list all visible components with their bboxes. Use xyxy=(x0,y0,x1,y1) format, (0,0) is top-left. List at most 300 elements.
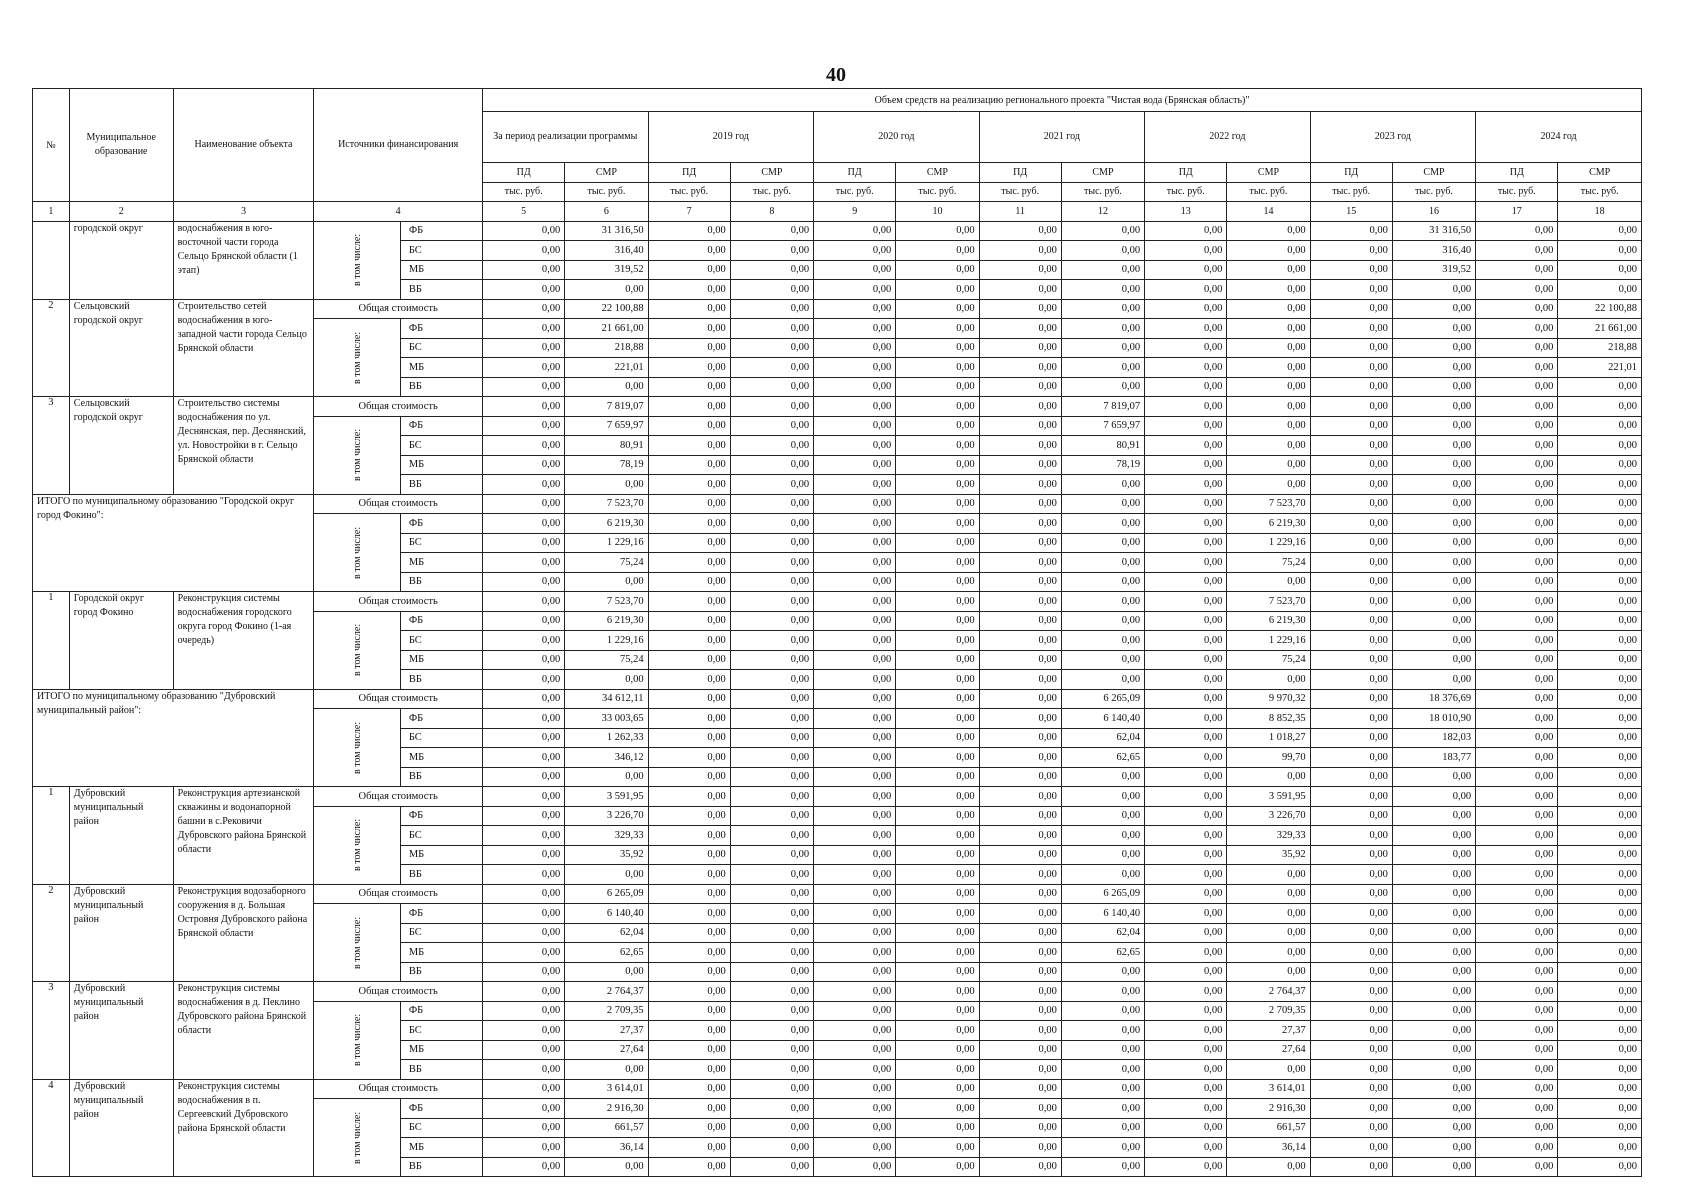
value-cell: 0,00 xyxy=(1145,806,1227,826)
value-cell: 0,00 xyxy=(896,1021,979,1041)
value-cell: 0,00 xyxy=(979,962,1061,982)
value-cell: 0,00 xyxy=(1558,1001,1642,1021)
value-cell: 0,00 xyxy=(1476,767,1558,787)
table-row xyxy=(33,494,1642,514)
value-cell: 0,00 xyxy=(1476,923,1558,943)
value-cell: 0,00 xyxy=(1476,241,1558,261)
value-cell: 0,00 xyxy=(1476,1060,1558,1080)
header-period: 2021 год xyxy=(979,112,1145,163)
fund-source-label: МБ xyxy=(400,553,482,573)
fund-source-label: ФБ xyxy=(400,416,482,436)
value-cell: 0,00 xyxy=(1392,1157,1475,1177)
value-cell: 0,00 xyxy=(1476,358,1558,378)
header-num: № xyxy=(33,89,70,202)
fund-source-label: ВБ xyxy=(400,865,482,885)
itogo-title: ИТОГО по муниципальному образованию "Дубровский муниципальный район": xyxy=(33,689,314,787)
value-cell: 319,52 xyxy=(565,260,648,280)
fund-source-label: МБ xyxy=(400,358,482,378)
value-cell: 0,00 xyxy=(648,494,730,514)
table-row xyxy=(33,982,1642,1002)
value-cell: 0,00 xyxy=(483,241,565,261)
value-cell: 0,00 xyxy=(1310,397,1392,417)
value-cell: 0,00 xyxy=(979,319,1061,339)
value-cell: 6 219,30 xyxy=(565,611,648,631)
value-cell: 0,00 xyxy=(730,533,813,553)
value-cell: 0,00 xyxy=(1392,1099,1475,1119)
value-cell: 0,00 xyxy=(1476,689,1558,709)
value-cell: 0,00 xyxy=(896,787,979,807)
value-cell: 0,00 xyxy=(1310,455,1392,475)
value-cell: 0,00 xyxy=(1310,748,1392,768)
header-column-number: 16 xyxy=(1392,202,1475,222)
value-cell: 0,00 xyxy=(1476,806,1558,826)
value-cell: 0,00 xyxy=(1310,280,1392,300)
value-cell: 0,00 xyxy=(896,748,979,768)
municipality-name: Городской округ город Фокино xyxy=(69,592,173,690)
value-cell: 0,00 xyxy=(648,787,730,807)
value-cell: 62,65 xyxy=(565,943,648,963)
value-cell: 0,00 xyxy=(814,1060,896,1080)
table-row xyxy=(33,884,1642,904)
value-cell: 0,00 xyxy=(1392,904,1475,924)
object-name: Реконструкция артезианской скважины и водонапорной башни в с.Рековичи Дубровского района Брянской области xyxy=(173,787,314,885)
value-cell: 99,70 xyxy=(1227,748,1310,768)
value-cell: 0,00 xyxy=(814,650,896,670)
value-cell: 0,00 xyxy=(648,533,730,553)
value-cell: 0,00 xyxy=(483,1099,565,1119)
value-cell: 0,00 xyxy=(1310,1001,1392,1021)
value-cell: 8 852,35 xyxy=(1227,709,1310,729)
value-cell: 0,00 xyxy=(896,709,979,729)
value-cell: 0,00 xyxy=(1392,806,1475,826)
value-cell: 0,00 xyxy=(814,436,896,456)
value-cell: 75,24 xyxy=(565,553,648,573)
value-cell: 0,00 xyxy=(648,904,730,924)
value-cell: 0,00 xyxy=(730,806,813,826)
value-cell: 0,00 xyxy=(1392,962,1475,982)
header-smr: СМР xyxy=(1061,163,1144,183)
value-cell: 0,00 xyxy=(814,787,896,807)
value-cell: 0,00 xyxy=(896,806,979,826)
value-cell: 62,65 xyxy=(1061,748,1144,768)
value-cell: 21 661,00 xyxy=(565,319,648,339)
value-cell: 0,00 xyxy=(648,709,730,729)
value-cell: 0,00 xyxy=(979,1079,1061,1099)
value-cell: 0,00 xyxy=(1310,689,1392,709)
value-cell: 0,00 xyxy=(814,1118,896,1138)
value-cell: 0,00 xyxy=(1061,1079,1144,1099)
header-column-number: 5 xyxy=(483,202,565,222)
value-cell: 0,00 xyxy=(1061,260,1144,280)
value-cell: 0,00 xyxy=(896,377,979,397)
value-cell: 0,00 xyxy=(483,1079,565,1099)
value-cell: 27,64 xyxy=(565,1040,648,1060)
value-cell: 0,00 xyxy=(814,670,896,690)
value-cell: 0,00 xyxy=(1310,650,1392,670)
fund-source-label: ВБ xyxy=(400,377,482,397)
value-cell: 0,00 xyxy=(896,826,979,846)
value-cell: 0,00 xyxy=(483,982,565,1002)
value-cell: 0,00 xyxy=(979,533,1061,553)
value-cell: 0,00 xyxy=(730,241,813,261)
value-cell: 0,00 xyxy=(1061,358,1144,378)
header-unit: тыс. руб. xyxy=(979,182,1061,202)
value-cell: 0,00 xyxy=(1061,826,1144,846)
fund-source-label: ФБ xyxy=(400,1001,482,1021)
value-cell: 0,00 xyxy=(814,514,896,534)
value-cell: 0,00 xyxy=(1476,260,1558,280)
value-cell: 0,00 xyxy=(648,221,730,241)
value-cell: 0,00 xyxy=(1392,826,1475,846)
value-cell: 0,00 xyxy=(565,962,648,982)
value-cell: 0,00 xyxy=(1061,1060,1144,1080)
value-cell: 1 229,16 xyxy=(1227,533,1310,553)
value-cell: 0,00 xyxy=(483,787,565,807)
header-smr: СМР xyxy=(1558,163,1642,183)
value-cell: 0,00 xyxy=(1310,767,1392,787)
value-cell: 0,00 xyxy=(1558,904,1642,924)
value-cell: 0,00 xyxy=(565,767,648,787)
value-cell: 0,00 xyxy=(565,280,648,300)
value-cell: 0,00 xyxy=(814,299,896,319)
value-cell: 0,00 xyxy=(979,1118,1061,1138)
value-cell: 0,00 xyxy=(1145,358,1227,378)
value-cell: 0,00 xyxy=(1476,865,1558,885)
row-number xyxy=(33,221,70,299)
value-cell: 0,00 xyxy=(730,611,813,631)
value-cell: 0,00 xyxy=(1061,1118,1144,1138)
value-cell: 0,00 xyxy=(896,416,979,436)
value-cell: 0,00 xyxy=(648,319,730,339)
value-cell: 0,00 xyxy=(1310,884,1392,904)
value-cell: 0,00 xyxy=(483,572,565,592)
value-cell: 0,00 xyxy=(814,494,896,514)
municipality-name: Сельцовский городской округ xyxy=(69,397,173,495)
header-column-number: 14 xyxy=(1227,202,1310,222)
value-cell: 0,00 xyxy=(730,631,813,651)
value-cell: 0,00 xyxy=(483,1001,565,1021)
itogo-title: ИТОГО по муниципальному образованию "Городской округ город Фокино": xyxy=(33,494,314,592)
value-cell: 0,00 xyxy=(1558,962,1642,982)
value-cell: 0,00 xyxy=(730,689,813,709)
value-cell: 0,00 xyxy=(896,1060,979,1080)
value-cell: 0,00 xyxy=(483,748,565,768)
value-cell: 0,00 xyxy=(483,494,565,514)
value-cell: 0,00 xyxy=(1227,884,1310,904)
value-cell: 0,00 xyxy=(1558,1157,1642,1177)
value-cell: 7 523,70 xyxy=(1227,494,1310,514)
value-cell: 0,00 xyxy=(648,1138,730,1158)
table-row xyxy=(33,397,1642,417)
value-cell: 3 591,95 xyxy=(1227,787,1310,807)
value-cell: 0,00 xyxy=(1476,1157,1558,1177)
value-cell: 0,00 xyxy=(1392,1001,1475,1021)
value-cell: 0,00 xyxy=(483,319,565,339)
fund-source-label: МБ xyxy=(400,845,482,865)
value-cell: 0,00 xyxy=(1392,923,1475,943)
value-cell: 0,00 xyxy=(1310,377,1392,397)
value-cell: 0,00 xyxy=(1145,221,1227,241)
value-cell: 0,00 xyxy=(979,221,1061,241)
value-cell: 0,00 xyxy=(1476,1001,1558,1021)
value-cell: 0,00 xyxy=(730,416,813,436)
value-cell: 0,00 xyxy=(1310,494,1392,514)
value-cell: 0,00 xyxy=(979,728,1061,748)
value-cell: 0,00 xyxy=(1558,436,1642,456)
value-cell: 21 661,00 xyxy=(1558,319,1642,339)
row-number: 4 xyxy=(33,1079,70,1177)
value-cell: 0,00 xyxy=(483,553,565,573)
value-cell: 6 265,09 xyxy=(1061,884,1144,904)
value-cell: 36,14 xyxy=(565,1138,648,1158)
total-cost-label: Общая стоимость xyxy=(314,884,483,904)
value-cell: 0,00 xyxy=(730,962,813,982)
value-cell: 62,04 xyxy=(1061,923,1144,943)
fund-source-label: ФБ xyxy=(400,904,482,924)
value-cell: 0,00 xyxy=(1476,280,1558,300)
value-cell: 0,00 xyxy=(1558,650,1642,670)
value-cell: 0,00 xyxy=(648,650,730,670)
value-cell: 7 523,70 xyxy=(565,592,648,612)
value-cell: 0,00 xyxy=(648,260,730,280)
value-cell: 0,00 xyxy=(896,319,979,339)
value-cell: 0,00 xyxy=(730,553,813,573)
value-cell: 0,00 xyxy=(1558,514,1642,534)
fund-source-label: БС xyxy=(400,533,482,553)
value-cell: 0,00 xyxy=(1061,1040,1144,1060)
value-cell: 0,00 xyxy=(814,221,896,241)
value-cell: 0,00 xyxy=(1558,241,1642,261)
value-cell: 0,00 xyxy=(1061,377,1144,397)
value-cell: 0,00 xyxy=(814,631,896,651)
value-cell: 661,57 xyxy=(565,1118,648,1138)
value-cell: 0,00 xyxy=(1310,1079,1392,1099)
value-cell: 0,00 xyxy=(483,1040,565,1060)
header-smr: СМР xyxy=(730,163,813,183)
value-cell: 0,00 xyxy=(1145,650,1227,670)
fund-source-label: МБ xyxy=(400,650,482,670)
header-unit: тыс. руб. xyxy=(730,182,813,202)
value-cell: 27,64 xyxy=(1227,1040,1310,1060)
value-cell: 0,00 xyxy=(1145,982,1227,1002)
value-cell: 221,01 xyxy=(565,358,648,378)
value-cell: 0,00 xyxy=(1061,553,1144,573)
value-cell: 0,00 xyxy=(1061,806,1144,826)
value-cell: 0,00 xyxy=(1558,611,1642,631)
value-cell: 0,00 xyxy=(896,1040,979,1060)
header-column-number: 18 xyxy=(1558,202,1642,222)
value-cell: 0,00 xyxy=(1227,923,1310,943)
value-cell: 1 229,16 xyxy=(565,631,648,651)
value-cell: 3 591,95 xyxy=(565,787,648,807)
value-cell: 0,00 xyxy=(979,1040,1061,1060)
value-cell: 0,00 xyxy=(1310,514,1392,534)
value-cell: 0,00 xyxy=(1392,358,1475,378)
value-cell: 0,00 xyxy=(896,1157,979,1177)
value-cell: 0,00 xyxy=(648,358,730,378)
value-cell: 0,00 xyxy=(483,650,565,670)
header-unit: тыс. руб. xyxy=(1476,182,1558,202)
value-cell: 6 265,09 xyxy=(565,884,648,904)
value-cell: 0,00 xyxy=(814,923,896,943)
value-cell: 0,00 xyxy=(1558,475,1642,495)
fund-source-label: ВБ xyxy=(400,1157,482,1177)
row-number: 3 xyxy=(33,397,70,495)
value-cell: 0,00 xyxy=(648,338,730,358)
header-unit: тыс. руб. xyxy=(483,182,565,202)
value-cell: 0,00 xyxy=(1392,845,1475,865)
value-cell: 0,00 xyxy=(814,689,896,709)
fund-source-label: БС xyxy=(400,338,482,358)
value-cell: 0,00 xyxy=(648,1118,730,1138)
value-cell: 0,00 xyxy=(648,748,730,768)
value-cell: 0,00 xyxy=(1061,319,1144,339)
value-cell: 0,00 xyxy=(1145,241,1227,261)
value-cell: 0,00 xyxy=(1145,611,1227,631)
value-cell: 0,00 xyxy=(979,631,1061,651)
value-cell: 6 219,30 xyxy=(1227,514,1310,534)
value-cell: 0,00 xyxy=(1558,748,1642,768)
fund-source-label: ВБ xyxy=(400,767,482,787)
value-cell: 36,14 xyxy=(1227,1138,1310,1158)
fund-source-label: БС xyxy=(400,826,482,846)
value-cell: 0,00 xyxy=(1558,826,1642,846)
fund-source-label: БС xyxy=(400,631,482,651)
total-cost-label: Общая стоимость xyxy=(314,494,483,514)
value-cell: 0,00 xyxy=(648,689,730,709)
value-cell: 0,00 xyxy=(648,631,730,651)
value-cell: 0,00 xyxy=(1227,1060,1310,1080)
header-column-number: 8 xyxy=(730,202,813,222)
value-cell: 0,00 xyxy=(814,962,896,982)
header-period: 2023 год xyxy=(1310,112,1476,163)
value-cell: 0,00 xyxy=(1061,650,1144,670)
value-cell: 22 100,88 xyxy=(565,299,648,319)
value-cell: 0,00 xyxy=(1392,1040,1475,1060)
value-cell: 0,00 xyxy=(1145,689,1227,709)
value-cell: 0,00 xyxy=(648,728,730,748)
value-cell: 0,00 xyxy=(814,1021,896,1041)
value-cell: 6 140,40 xyxy=(565,904,648,924)
value-cell: 0,00 xyxy=(1061,514,1144,534)
value-cell: 0,00 xyxy=(648,1060,730,1080)
value-cell: 0,00 xyxy=(483,338,565,358)
value-cell: 0,00 xyxy=(979,923,1061,943)
value-cell: 0,00 xyxy=(1310,670,1392,690)
value-cell: 0,00 xyxy=(896,221,979,241)
header-unit: тыс. руб. xyxy=(565,182,648,202)
value-cell: 0,00 xyxy=(1061,1021,1144,1041)
value-cell: 0,00 xyxy=(1145,338,1227,358)
value-cell: 0,00 xyxy=(1392,884,1475,904)
header-unit: тыс. руб. xyxy=(1145,182,1227,202)
header-pd: ПД xyxy=(648,163,730,183)
value-cell: 0,00 xyxy=(648,826,730,846)
value-cell: 0,00 xyxy=(896,475,979,495)
municipality-name: Дубровский муниципальный район xyxy=(69,1079,173,1177)
object-name: Строительство сетей водоснабжения в юго-западной части города Сельцо Брянской области xyxy=(173,299,314,397)
value-cell: 1 018,27 xyxy=(1227,728,1310,748)
value-cell: 0,00 xyxy=(648,767,730,787)
value-cell: 0,00 xyxy=(1392,572,1475,592)
value-cell: 0,00 xyxy=(1310,553,1392,573)
value-cell: 0,00 xyxy=(1310,709,1392,729)
value-cell: 0,00 xyxy=(896,845,979,865)
including-label: в том числе: xyxy=(314,221,401,299)
value-cell: 35,92 xyxy=(1227,845,1310,865)
value-cell: 0,00 xyxy=(1392,611,1475,631)
value-cell: 0,00 xyxy=(1392,416,1475,436)
value-cell: 0,00 xyxy=(1558,260,1642,280)
value-cell: 0,00 xyxy=(1145,1001,1227,1021)
value-cell: 346,12 xyxy=(565,748,648,768)
header-pd: ПД xyxy=(979,163,1061,183)
value-cell: 0,00 xyxy=(1558,1060,1642,1080)
value-cell: 0,00 xyxy=(1310,1118,1392,1138)
row-number: 1 xyxy=(33,787,70,885)
table-body xyxy=(33,221,1642,1177)
total-cost-label: Общая стоимость xyxy=(314,787,483,807)
value-cell: 0,00 xyxy=(1392,767,1475,787)
value-cell: 0,00 xyxy=(896,299,979,319)
value-cell: 0,00 xyxy=(1558,670,1642,690)
value-cell: 0,00 xyxy=(483,728,565,748)
value-cell: 31 316,50 xyxy=(1392,221,1475,241)
value-cell: 0,00 xyxy=(565,1060,648,1080)
value-cell: 0,00 xyxy=(730,650,813,670)
value-cell: 0,00 xyxy=(648,1040,730,1060)
value-cell: 0,00 xyxy=(730,592,813,612)
object-name: водоснабжения в юго-восточной части города Сельцо Брянской области (1 этап) xyxy=(173,221,314,299)
value-cell: 0,00 xyxy=(1061,494,1144,514)
header-column-number: 9 xyxy=(814,202,896,222)
value-cell: 0,00 xyxy=(730,475,813,495)
header-column-number: 6 xyxy=(565,202,648,222)
value-cell: 3 226,70 xyxy=(1227,806,1310,826)
value-cell: 0,00 xyxy=(730,1118,813,1138)
fund-source-label: БС xyxy=(400,728,482,748)
value-cell: 0,00 xyxy=(896,923,979,943)
value-cell: 0,00 xyxy=(730,1060,813,1080)
value-cell: 0,00 xyxy=(896,358,979,378)
value-cell: 0,00 xyxy=(1061,280,1144,300)
value-cell: 0,00 xyxy=(1558,1099,1642,1119)
value-cell: 0,00 xyxy=(483,514,565,534)
value-cell: 0,00 xyxy=(730,845,813,865)
value-cell: 316,40 xyxy=(1392,241,1475,261)
total-cost-label: Общая стоимость xyxy=(314,397,483,417)
value-cell: 0,00 xyxy=(814,319,896,339)
value-cell: 0,00 xyxy=(1145,416,1227,436)
value-cell: 9 970,32 xyxy=(1227,689,1310,709)
header-smr: СМР xyxy=(1227,163,1310,183)
value-cell: 0,00 xyxy=(979,377,1061,397)
value-cell: 0,00 xyxy=(648,884,730,904)
value-cell: 0,00 xyxy=(730,455,813,475)
value-cell: 0,00 xyxy=(1558,865,1642,885)
value-cell: 0,00 xyxy=(1145,260,1227,280)
value-cell: 0,00 xyxy=(1476,416,1558,436)
fund-source-label: БС xyxy=(400,1118,482,1138)
value-cell: 0,00 xyxy=(648,280,730,300)
value-cell: 0,00 xyxy=(730,436,813,456)
value-cell: 0,00 xyxy=(1558,982,1642,1002)
value-cell: 33 003,65 xyxy=(565,709,648,729)
value-cell: 0,00 xyxy=(1476,904,1558,924)
value-cell: 0,00 xyxy=(896,1079,979,1099)
fund-source-label: МБ xyxy=(400,1138,482,1158)
fund-source-label: МБ xyxy=(400,943,482,963)
